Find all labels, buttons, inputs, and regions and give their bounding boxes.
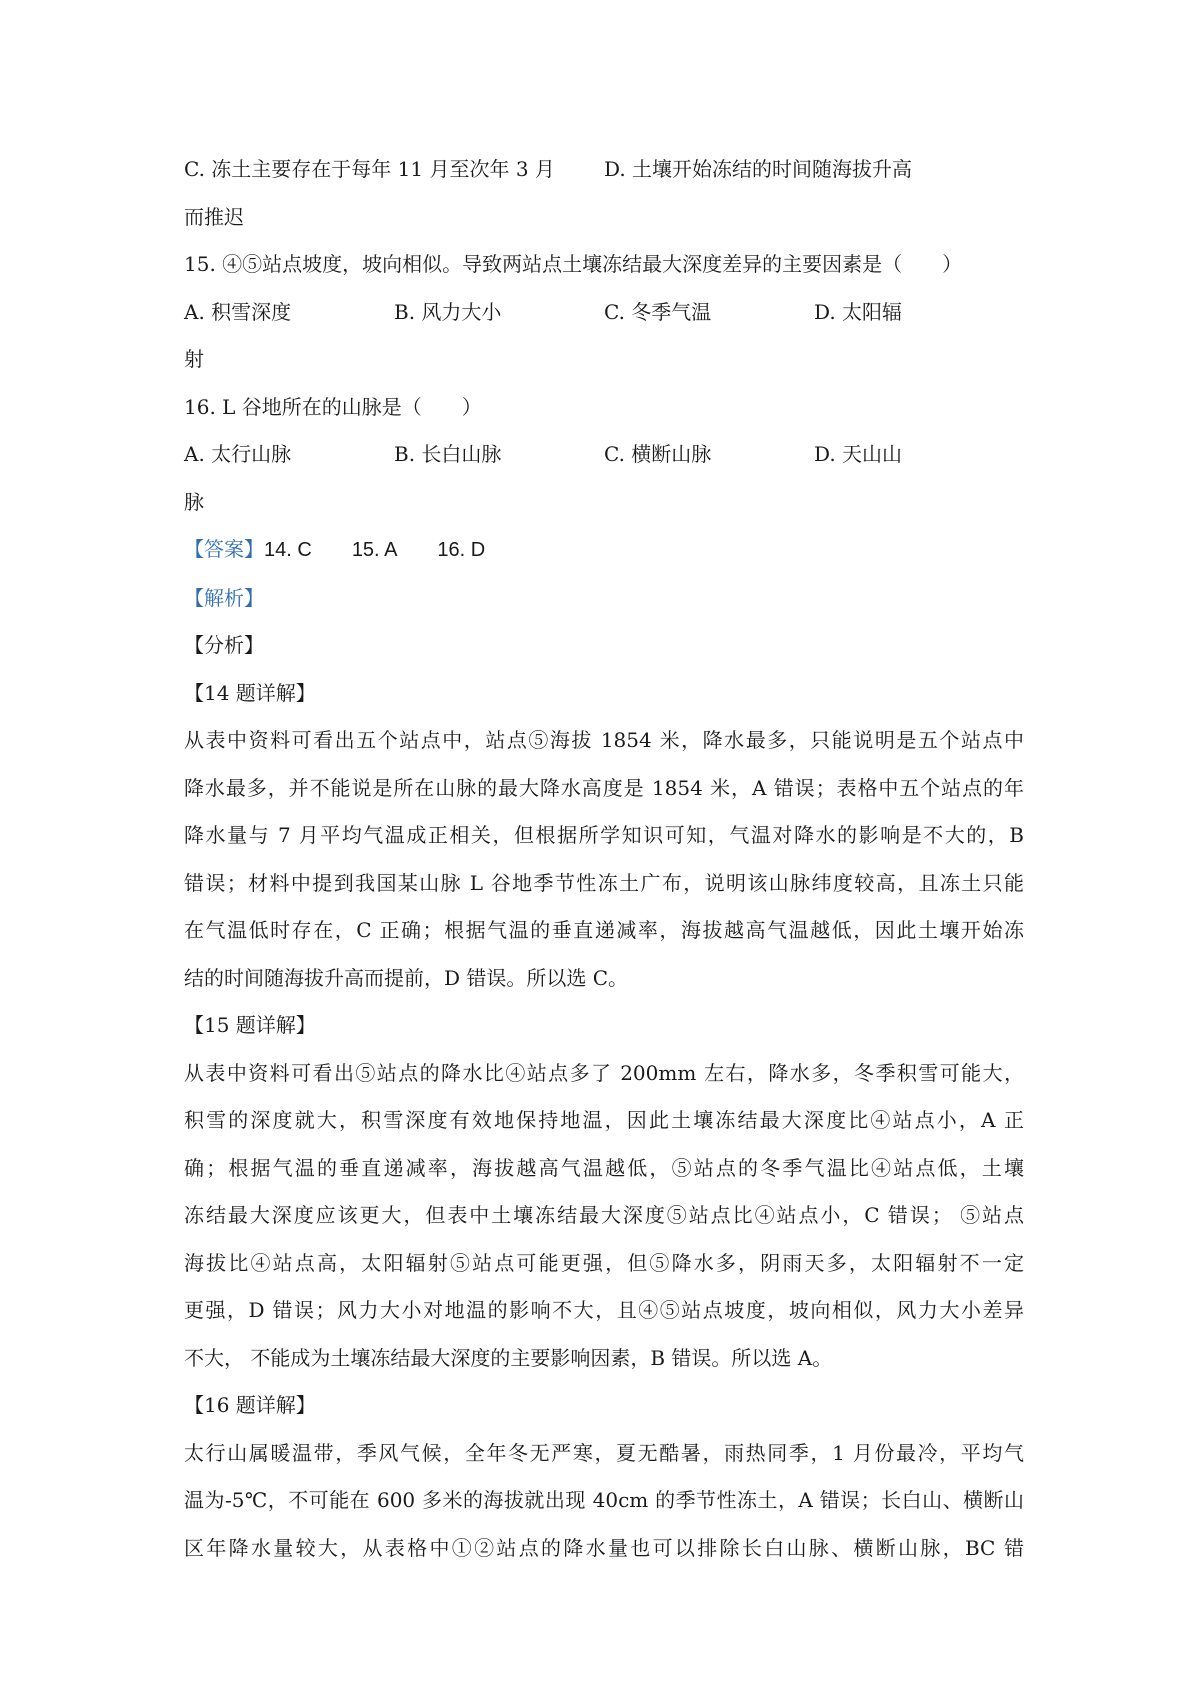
q15-option-d: D. 太阳辐 [814,299,903,324]
document-page [184,146,1024,1572]
q15-detail-paragraph [184,1050,1024,1383]
answer-item: 14. C [264,539,312,561]
paragraph-line: 降水量与 7 月平均气温成正相关，但根据所学知识可知，气温对降水的影响是不大的，B [184,823,1024,847]
paragraph-line: 从表中资料可看出五个站点中，站点⑤海拔 1854 米，降水最多，只能说明是五个站点中 [184,728,1024,752]
q15-options-row [184,289,1024,337]
q14-options-row [184,146,1024,194]
q16-detail-paragraph [184,1430,1024,1573]
answer-line [184,526,1024,575]
q14-option-d: D. 土壤开始冻结的时间随海拔升高 [604,157,913,181]
analysis-label: 【解析】 [184,585,264,610]
answer-item: 16. D [437,539,486,561]
q15-option-d-continuation: 射 [184,347,204,371]
answer-item: 15. A [351,539,398,561]
q16-stem: 16. L 谷地所在的山脉是（ ） [184,394,482,419]
fenxi-label: 【分析】 [184,633,264,657]
q15-detail-heading: 【15 题详解】 [184,1013,316,1037]
q14-option-c: C. 冻土主要存在于每年 11 月至次年 3 月 [184,157,555,181]
q14-detail-heading: 【14 题详解】 [184,680,316,705]
q16-option-b: B. 长白山脉 [394,442,502,466]
q14-detail-paragraph [184,717,1024,1002]
answer-label: 【答案】 [184,537,264,561]
paragraph-line: 从表中资料可看出⑤站点的降水比④站点多了 200mm 左右，降水多，冬季积雪可能大， [184,1060,1024,1085]
paragraph-line: 结的时间随海拔升高而提前，D 错误。所以选 C。 [184,965,629,990]
q16-option-d: D. 天山山 [814,442,903,466]
paragraph-line: 降水最多，并不能说是所在山脉的最大降水高度是 1854 米，A 错误；表格中五个站点的年 [184,775,1024,800]
paragraph-line: 太行山属暖温带，季风气候，全年冬无严寒，夏无酷暑，雨热同季，1 月份最冷，平均气 [184,1440,1024,1465]
q16-detail-heading: 【16 题详解】 [184,1393,316,1417]
paragraph-line: 确；根据气温的垂直递减率，海拔越高气温越低，⑤站点的冬季气温比④站点低，土壤 [184,1155,1024,1180]
paragraph-line: 区年降水量较大，从表格中①②站点的降水量也可以排除长白山脉、横断山脉，BC 错 [184,1535,1024,1560]
q16-option-a: A. 太行山脉 [184,442,292,466]
paragraph-line: 海拔比④站点高，太阳辐射⑤站点可能更强，但⑤降水多，阴雨天多，太阳辐射不一定 [184,1250,1024,1275]
q16-option-c: C. 横断山脉 [604,442,712,466]
q16-option-d-continuation: 脉 [184,489,204,514]
paragraph-line: 错误；材料中提到我国某山脉 L 谷地季节性冻土广布，说明该山脉纬度较高，且冻土只能 [184,870,1024,895]
paragraph-line: 温为-5℃，不可能在 600 多米的海拔就出现 40cm 的季节性冻土，A 错误；长白山、横断山 [184,1488,1024,1512]
paragraph-line: 积雪的深度就大，积雪深度有效地保持地温，因此土壤冻结最大深度比④站点小，A 正 [184,1108,1024,1132]
paragraph-line: 不大， 不能成为土壤冻结最大深度的主要影响因素，B 错误。所以选 A。 [184,1345,833,1370]
q15-option-c: C. 冬季气温 [604,299,712,324]
q15-stem: 15. ④⑤站点坡度，坡向相似。导致两站点土壤冻结最大深度差异的主要因素是（ ） [184,252,963,276]
paragraph-line: 更强，D 错误；风力大小对地温的影响不大，且④⑤站点坡度，坡向相似，风力大小差异 [184,1298,1024,1322]
q15-option-a: A. 积雪深度 [184,299,292,324]
paragraph-line: 冻结最大深度应该更大，但表中土壤冻结最大深度⑤站点比④站点小，C 错误； ⑤站点 [184,1203,1024,1227]
q16-options-row [184,431,1024,479]
q14-option-d-continuation: 而推迟 [184,204,244,229]
q15-option-b: B. 风力大小 [394,299,502,324]
paragraph-line: 在气温低时存在，C 正确；根据气温的垂直递减率，海拔越高气温越低，因此土壤开始冻 [184,918,1024,942]
